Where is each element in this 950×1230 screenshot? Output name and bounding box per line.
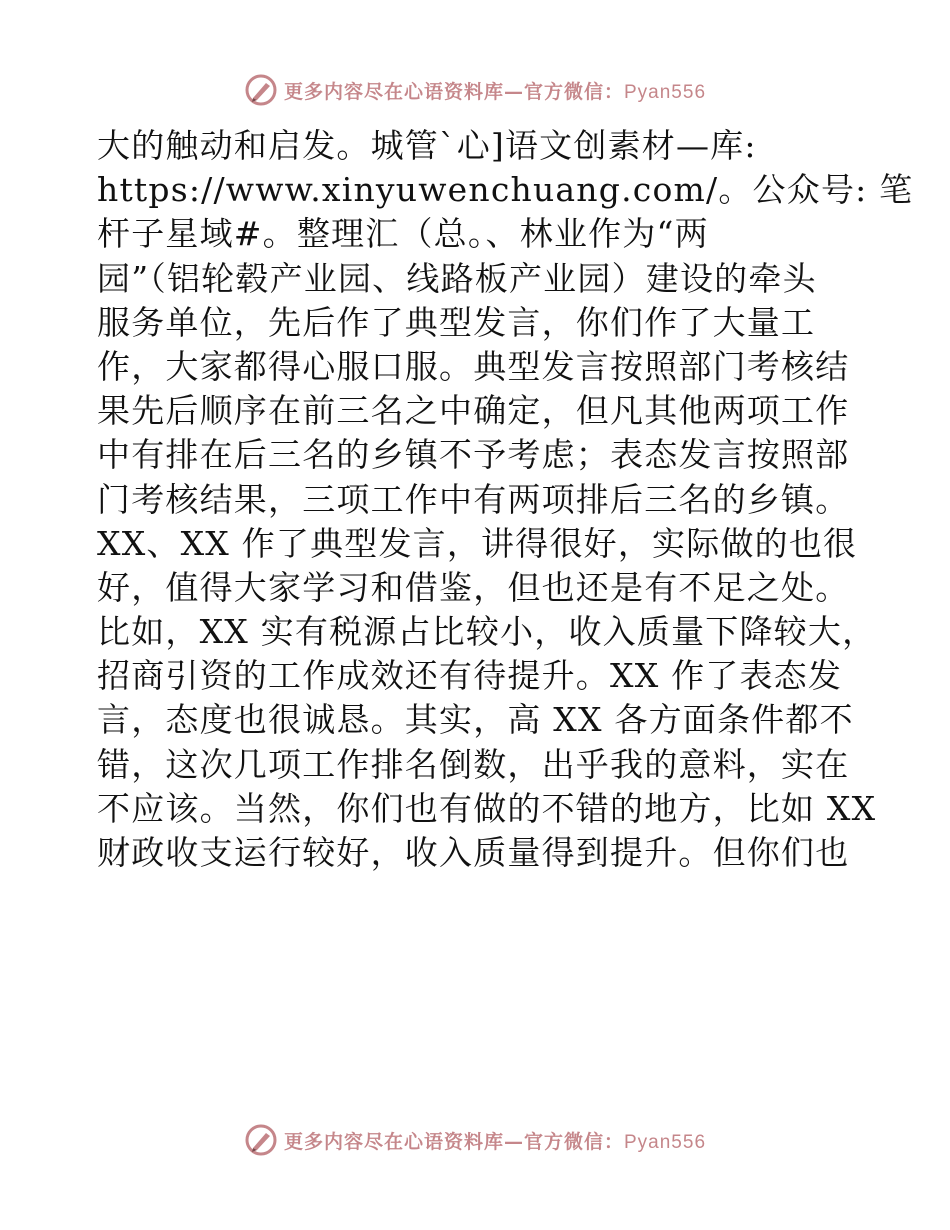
banner-text xyxy=(284,1127,706,1154)
banner-slogan: 更多内容尽在心语资料库—官方微信： xyxy=(283,1130,624,1153)
document-body xyxy=(97,124,914,875)
banner-text xyxy=(284,77,706,104)
text-line: 门考核结果，三项工作中有两项排后三名的乡镇。 xyxy=(97,479,850,519)
text-line: 比如，XX 实有税源占比较小，收入质量下降较大， xyxy=(97,612,877,652)
text-line: 园”（铝轮毂产业园、线路板产业园）建设的牵头 xyxy=(97,258,817,298)
footer-watermark-banner xyxy=(0,1118,950,1162)
banner-account: Pyan556 xyxy=(624,81,707,103)
text-line: https://www.xinyuwenchuang.com/。公众号: 笔 xyxy=(97,170,914,210)
text-line: XX、XX 作了典型发言，讲得很好，实际做的也很 xyxy=(97,523,858,563)
pen-circle-logo-icon xyxy=(244,73,278,107)
banner-slogan: 更多内容尽在心语资料库—官方微信： xyxy=(283,80,624,103)
text-line: 服务单位，先后作了典型发言，你们作了大量工 xyxy=(97,302,816,342)
text-line: 好，值得大家学习和借鉴，但也还是有不足之处。 xyxy=(97,567,850,607)
text-line: 果先后顺序在前三名之中确定，但凡其他两项工作 xyxy=(97,391,850,431)
banner-account: Pyan556 xyxy=(624,1131,707,1153)
pen-circle-logo-icon xyxy=(244,1123,278,1157)
text-line: 中有排在后三名的乡镇不予考虑；表态发言按照部 xyxy=(97,435,850,475)
text-line: 招商引资的工作成效还有待提升。XX 作了表态发 xyxy=(97,656,843,696)
text-line: 错，这次几项工作排名倒数，出乎我的意料，实在 xyxy=(97,744,850,784)
text-line: 大的触动和启发。城管`心]语文创素材—库: xyxy=(97,126,757,165)
text-line: 言，态度也很诚恳。其实，高 XX 各方面条件都不 xyxy=(97,700,854,740)
text-line: 不应该。当然，你们也有做的不错的地方，比如 XX xyxy=(97,788,877,828)
text-line: 财政收支运行较好，收入质量得到提升。但你们也 xyxy=(97,833,850,872)
text-line: 杆子星域#。整理汇（总。、林业作为“两 xyxy=(97,214,709,254)
header-watermark-banner xyxy=(0,68,950,112)
text-line: 作，大家都得心服口服。典型发言按照部门考核结 xyxy=(97,346,850,386)
